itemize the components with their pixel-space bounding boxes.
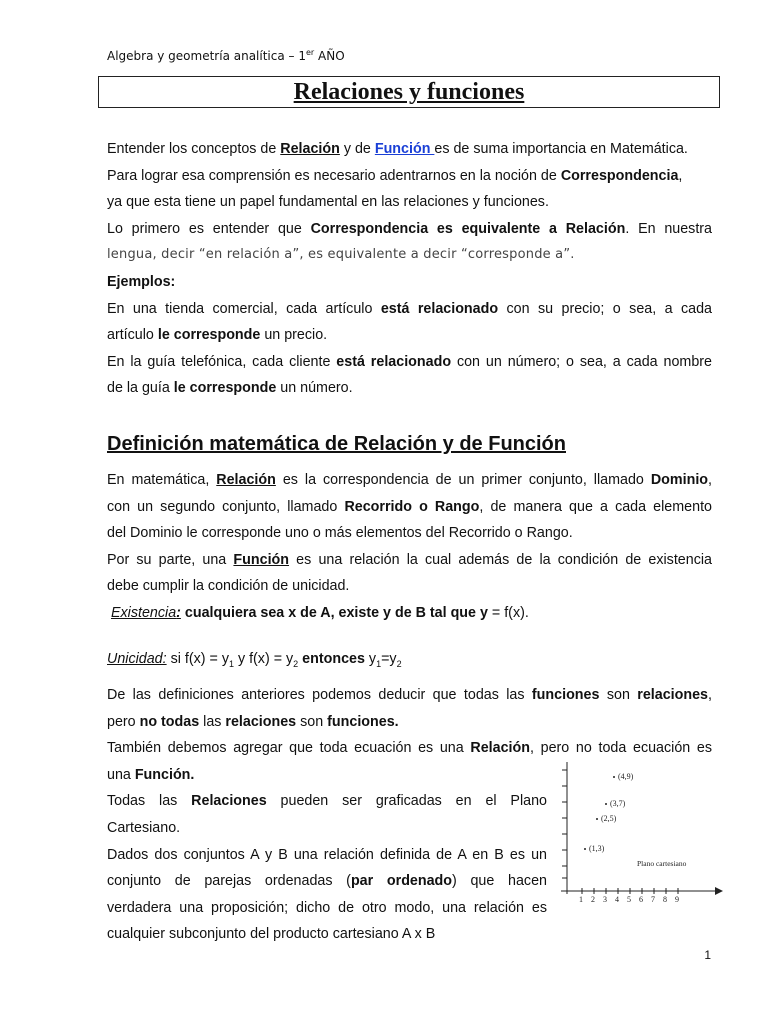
x-tick-label: 7 (651, 895, 655, 904)
x-axis-arrow (715, 887, 723, 895)
definition-paragraph: En matemática, Relación es la correspondencia de un primer conjunto, llamado Dominio, con un segundo conjunto, llamado Recorrido o Rango, de manera que a cada elemento del Dominio le corresponde uno o más elementos del Recorrido o Rango. Por su parte, una Función es una relación la cual además de la condición de existencia debe cumplir la condición de unicidad. Existencia: cualquiera sea x de A, existe y de B tal que y = f(x). (107, 472, 712, 621)
plane-label: Plano cartesiano (637, 859, 687, 868)
x-tick-label: 6 (639, 895, 643, 904)
point-marker (613, 776, 615, 778)
x-tick-label: 1 (579, 895, 583, 904)
examples-heading: Ejemplos: (107, 273, 176, 290)
intro-paragraph: Entender los conceptos de Relación y de Función es de suma importancia en Matemática. Para lograr esa comprensión es necesario adentrarnos en la noción de Correspondencia, ya que esta tiene un papel fundamental en las relaciones y funciones. Lo primero es entender que Correspondencia es equivalente a Relación. En nuestra lengua, decir “en relación a”, es equivalente a decir “corresponde a”. Ejemplos: En una tienda comercial, cada artículo está relacionado con su precio; o sea, a cada artículo le corresponde un precio. En la guía telefónica, cada cliente está relacionado con un número; o sea, a cada nombre de la guía le corresponde un número. (107, 141, 712, 397)
x-tick-label: 3 (603, 895, 607, 904)
point-marker (605, 803, 607, 805)
page-number: 1 (704, 948, 711, 962)
x-tick-label: 2 (591, 895, 595, 904)
x-tick-label: 8 (663, 895, 667, 904)
funcion-link[interactable]: Función (374, 141, 435, 157)
point-marker (584, 848, 586, 850)
point-label: (2,5) (601, 814, 617, 823)
unicidad-line: Unicidad: si $f(x) = y_1$ y $f(x) = y_2$ entonces $y_1=y_2$ (107, 651, 402, 669)
section-title: Definición matemática de Relación y de Función (107, 433, 566, 455)
point-label: (1,3) (589, 844, 605, 853)
x-tick-label: 5 (627, 895, 631, 904)
point-label: (4,9) (618, 772, 634, 781)
document-header: Algebra y geometría analítica – 1er AÑO (107, 48, 345, 63)
conclusion-paragraph: De las definiciones anteriores podemos deducir que todas las funciones son relaciones, pero no todas las relaciones son funciones. También debemos agregar que toda ecuación es una Relación, pero no toda ecuación es una Función. Todas las Relaciones pueden ser graficadas en el Plano Cartesiano. Dados dos conjuntos A y B una relación definida de A en B es un conjunto de parejas ordenadas (par ordenado) que hacen verdadera una proposición; dicho de otro modo, una relación es cualquier subconjunto del producto cartesiano A x B (107, 687, 712, 943)
x-tick-label: 9 (675, 895, 679, 904)
title-box (98, 76, 720, 108)
cartesian-plane-figure (555, 760, 725, 910)
y-ticks (562, 770, 567, 878)
point-marker (596, 818, 598, 820)
point-label: (3,7) (610, 799, 626, 808)
x-tick-label: 4 (615, 895, 619, 904)
page-title: Relaciones y funciones (293, 79, 525, 105)
